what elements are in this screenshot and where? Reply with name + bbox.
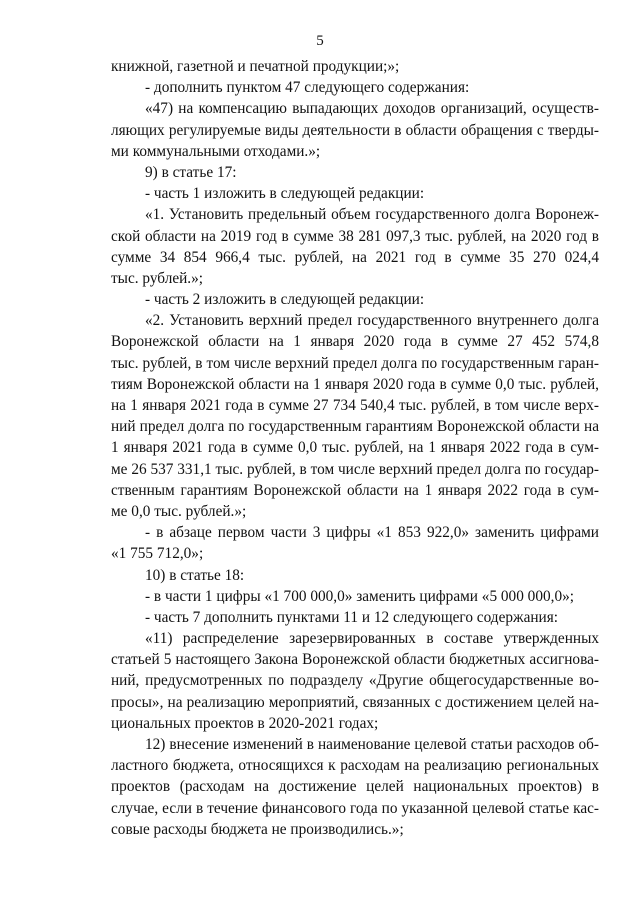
text-line: 9) в статье 17: bbox=[145, 163, 237, 181]
text-line: «1. Установить предельный объем государственного долга Воронеж- bbox=[145, 206, 599, 224]
text-line: проектов (расходам на достижение целей национальных проектов) в bbox=[111, 778, 599, 796]
text-line: - часть 1 изложить в следующей редакции: bbox=[145, 185, 425, 203]
text-line: тиям Воронежской области на 1 января 2020 года в сумме 0,0 тыс. рублей, bbox=[111, 375, 599, 393]
text-line: просы», на реализацию мероприятий, связанных с достижением целей на- bbox=[111, 693, 599, 711]
text-line: книжной, газетной и печатной продукции;»; bbox=[111, 58, 400, 75]
page-number: 5 bbox=[316, 33, 324, 49]
text-line: 1 января 2021 года в сумме 0,0 тыс. рублей, на 1 января 2022 года в сум- bbox=[111, 439, 599, 457]
text-line: ственным гарантиям Воронежской области на 1 января 2022 года в сум- bbox=[111, 481, 599, 499]
text-line: циональных проектов в 2020-2021 годах; bbox=[111, 714, 379, 732]
text-line: на 1 января 2021 года в сумме 27 734 540,4 тыс. рублей, в том числе верх- bbox=[111, 397, 599, 414]
text-line: тыс. рублей.»; bbox=[111, 269, 204, 287]
text-line: ской области на 2019 год в сумме 38 281 097,3 тыс. рублей, на 2020 год в bbox=[111, 227, 599, 245]
text-line: «11) распределение зарезервированных в составе утвержденных bbox=[145, 630, 599, 648]
text-line: ляющих регулируемые виды деятельности в области обращения с тверды- bbox=[111, 121, 599, 139]
text-line: тыс. рублей, в том числе верхний предел долга по государственным гаран- bbox=[111, 354, 599, 372]
text-line: «1 755 712,0»; bbox=[111, 545, 204, 563]
text-line: «47) на компенсацию выпадающих доходов организаций, осуществ- bbox=[145, 100, 599, 118]
text-line: сумме 34 854 966,4 тыс. рублей, на 2021 год в сумме 35 270 024,4 bbox=[111, 248, 599, 266]
text-line: «2. Установить верхний предел государственного внутреннего долга bbox=[145, 312, 599, 330]
text-line: случае, если в течение финансового года по указанной целевой статье кас- bbox=[111, 799, 599, 817]
text-line: ме 0,0 тыс. рублей.»; bbox=[111, 502, 247, 520]
text-line: совые расходы бюджета не производились.»; bbox=[111, 820, 404, 838]
text-line: - часть 7 дополнить пунктами 11 и 12 следующего содержания: bbox=[145, 608, 559, 626]
text-line: ний предел долга по государственным гарантиям Воронежской области на bbox=[111, 418, 599, 436]
text-line: ний, предусмотренных по подразделу «Другие общегосударственные во- bbox=[111, 672, 599, 690]
text-line: - дополнить пунктом 47 следующего содержания: bbox=[145, 79, 470, 97]
text-line: ме 26 537 331,1 тыс. рублей, в том числе верхний предел долга по государ- bbox=[111, 460, 599, 478]
text-line: статьей 5 настоящего Закона Воронежской области бюджетных ассигнова- bbox=[111, 651, 599, 669]
text-line: 12) внесение изменений в наименование целевой статьи расходов об- bbox=[145, 736, 599, 753]
document-body bbox=[111, 56, 599, 840]
text-line: ластного бюджета, относящихся к расходам на реализацию региональных bbox=[111, 757, 599, 775]
text-line: - в абзаце первом части 3 цифры «1 853 922,0» заменить цифрами bbox=[145, 524, 599, 542]
text-line: - в части 1 цифры «1 700 000,0» заменить цифрами «5 000 000,0»; bbox=[145, 587, 574, 605]
text-line: 10) в статье 18: bbox=[145, 566, 245, 584]
text-line: Воронежской области на 1 января 2020 года в сумме 27 452 574,8 bbox=[111, 333, 599, 351]
text-line: - часть 2 изложить в следующей редакции: bbox=[145, 291, 425, 309]
text-line: ми коммунальными отходами.»; bbox=[111, 142, 321, 160]
